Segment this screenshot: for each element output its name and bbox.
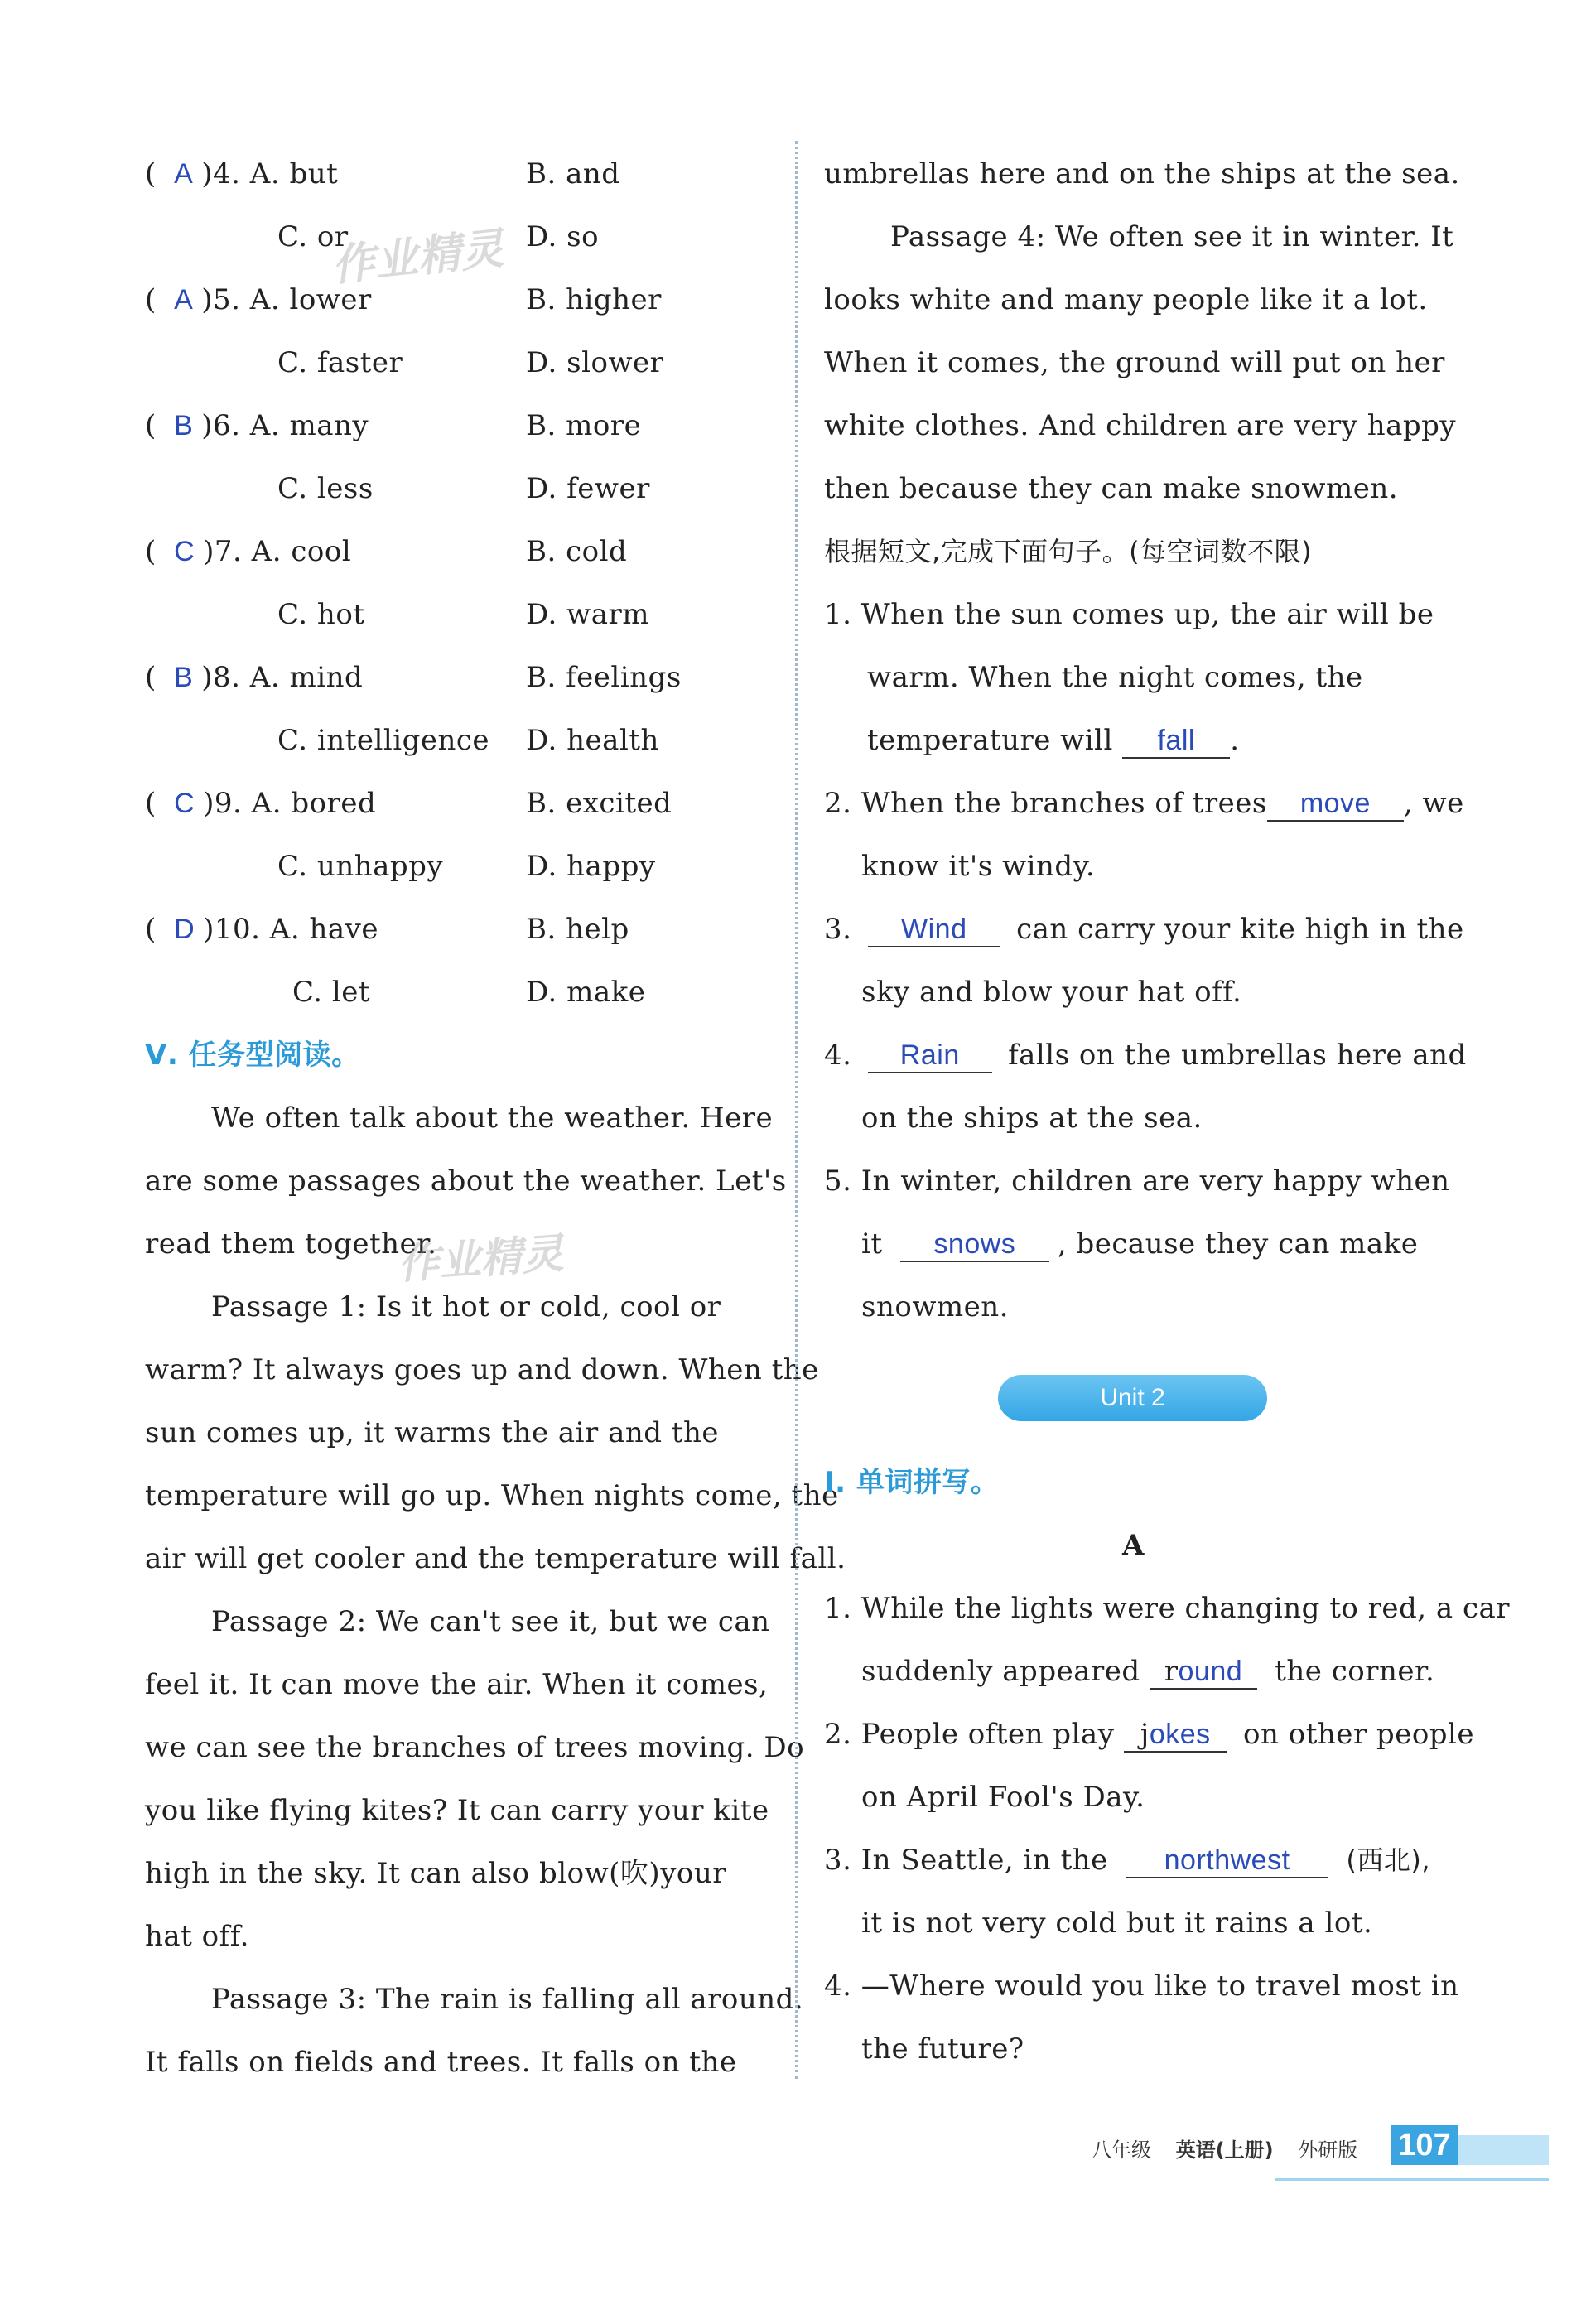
unit-badge: Unit 2 — [998, 1375, 1267, 1421]
mc-row-8 — [145, 661, 363, 694]
answer-text: okes — [1149, 1719, 1211, 1750]
passage-line: feel it. It can move the air. When it comes, — [145, 1668, 769, 1701]
question-text: , we — [1403, 787, 1464, 820]
passage-line: Passage 4: We often see it in winter. It — [890, 220, 1454, 253]
mc-option-b: B. higher — [526, 283, 662, 316]
mc-option-b: B. excited — [526, 787, 672, 820]
word-question-4-line: 4. —Where would you like to travel most in — [824, 1970, 1459, 2003]
mc-row-7 — [145, 535, 351, 568]
mc-option-d: D. warm — [526, 598, 650, 631]
passage-line: temperature will go up. When nights come, the — [145, 1479, 839, 1512]
mc-option-c: C. hot — [277, 598, 365, 631]
word-question-3-line: it is not very cold but it rains a lot. — [861, 1907, 1373, 1940]
mc-option-d: D. so — [526, 220, 600, 253]
paren: ( — [145, 157, 157, 190]
question-text: 3. In Seattle, in the — [824, 1844, 1108, 1877]
section-heading-spelling: Ⅰ. 单词拼写。 — [824, 1466, 1000, 1499]
question-text: it — [861, 1227, 883, 1261]
passage-line: Passage 3: The rain is falling all around. — [211, 1983, 804, 2016]
mc-option-c: C. faster — [277, 346, 403, 379]
question-3-line: sky and blow your hat off. — [861, 976, 1242, 1009]
answer-text: ound — [1178, 1656, 1243, 1687]
question-text: falls on the umbrellas here and — [1008, 1039, 1467, 1072]
mc-option-c: C. intelligence — [277, 724, 490, 757]
question-text: 2. When the branches of trees — [824, 787, 1267, 820]
mc-answer: B — [174, 662, 194, 693]
question-number: 4. — [824, 1039, 852, 1072]
mc-option-a: A. lower — [249, 283, 372, 316]
word-question-2-line — [824, 1718, 1474, 1753]
question-text: suddenly appeared — [861, 1655, 1140, 1688]
word-question-3-line — [824, 1844, 1430, 1878]
part-a-label: A — [1122, 1529, 1145, 1562]
mc-option-d: D. health — [526, 724, 659, 757]
question-5-line — [861, 1227, 1418, 1262]
question-4-line — [824, 1039, 1467, 1073]
mc-option-a: A. bored — [251, 787, 377, 820]
passage-line: hat off. — [145, 1920, 249, 1953]
mc-option-d: D. fewer — [526, 472, 650, 505]
question-text: temperature will — [867, 724, 1113, 757]
mc-option-c: C. less — [277, 472, 374, 505]
passage-line: then because they can make snowmen. — [824, 472, 1399, 505]
question-text: 2. People often play — [824, 1718, 1115, 1751]
question-3-line — [824, 913, 1464, 947]
answer-blank — [1150, 1655, 1257, 1690]
mc-row-4 — [145, 157, 338, 190]
word-question-2-line: on April Fool's Day. — [861, 1781, 1145, 1814]
mc-option-a: A. many — [249, 409, 369, 442]
question-5-line: 5. In winter, children are very happy when — [824, 1164, 1450, 1198]
watermark: 作业精灵 — [330, 224, 507, 292]
passage-line: read them together. — [145, 1227, 437, 1261]
mc-option-d: D. happy — [526, 850, 656, 883]
given-letter: j — [1140, 1718, 1150, 1751]
passage-line: warm? It always goes up and down. When the — [145, 1353, 819, 1386]
answer-blank: move — [1267, 787, 1404, 822]
mc-option-d: D. make — [526, 976, 646, 1009]
footer-grade: 八年级 — [1092, 2138, 1151, 2162]
question-text: can carry your kite high in the — [1016, 913, 1464, 946]
mc-option-a: A. cool — [251, 535, 352, 568]
passage-line: white clothes. And children are very happy — [824, 409, 1457, 442]
passage-line: we can see the branches of trees moving. Do — [145, 1731, 805, 1764]
answer-blank: Rain — [868, 1039, 992, 1073]
mc-row-10 — [145, 913, 378, 946]
mc-option-a: A. but — [249, 157, 339, 190]
footer-decoration — [1458, 2135, 1549, 2165]
mc-option-c: C. unhappy — [277, 850, 444, 883]
passage-line: We often talk about the weather. Here — [211, 1102, 774, 1135]
passage-line: high in the sky. It can also blow(吹)your — [145, 1857, 727, 1890]
question-1-line — [867, 724, 1240, 759]
mc-option-c: C. let — [292, 976, 371, 1009]
mc-answer: A — [174, 284, 194, 316]
word-question-1-line — [861, 1655, 1434, 1690]
question-4-line: on the ships at the sea. — [861, 1102, 1203, 1135]
answer-blank: fall — [1122, 724, 1230, 759]
mc-option-c: C. or — [277, 220, 349, 253]
paren: ( — [145, 661, 157, 694]
mc-answer: A — [174, 158, 194, 190]
word-question-4-line: the future? — [861, 2032, 1024, 2066]
footer — [1092, 2134, 1357, 2162]
mc-answer: D — [174, 914, 195, 945]
question-text: on other people — [1243, 1718, 1475, 1751]
mc-option-b: B. cold — [526, 535, 628, 568]
question-text: , because they can make — [1057, 1227, 1419, 1261]
punctuation: . — [1230, 724, 1240, 757]
mc-option-d: D. slower — [526, 346, 664, 379]
word-question-1-line: 1. While the lights were changing to red, a car — [824, 1592, 1511, 1625]
passage-line: Passage 1: Is it hot or cold, cool or — [211, 1290, 721, 1324]
paren: ( — [145, 787, 157, 820]
passage-line: are some passages about the weather. Let's — [145, 1164, 787, 1198]
mc-option-a: A. mind — [249, 661, 364, 694]
mc-number: )5. — [201, 283, 241, 316]
answer-blank: northwest — [1126, 1844, 1328, 1878]
mc-option-b: B. more — [526, 409, 642, 442]
mc-number: )6. — [201, 409, 241, 442]
passage-line: It falls on fields and trees. It falls on the — [145, 2046, 737, 2079]
mc-number: )9. — [203, 787, 243, 820]
paren: ( — [145, 409, 157, 442]
passage-line: When it comes, the ground will put on her — [824, 346, 1445, 379]
mc-answer: C — [174, 788, 195, 819]
question-1-line: 1. When the sun comes up, the air will be — [824, 598, 1434, 631]
question-2-line — [824, 787, 1464, 822]
passage-line: sun comes up, it warms the air and the — [145, 1416, 720, 1449]
answer-blank: Wind — [868, 913, 1000, 947]
answer-blank: snows — [900, 1227, 1049, 1262]
question-text: (西北), — [1346, 1844, 1431, 1876]
question-number: 3. — [824, 913, 852, 946]
mc-option-a: A. have — [269, 913, 378, 946]
mc-option-b: B. feelings — [526, 661, 682, 694]
mc-answer: B — [174, 410, 194, 441]
watermark: 作业精灵 — [396, 1229, 566, 1289]
question-1-line: warm. When the night comes, the — [867, 661, 1363, 694]
mc-option-b: B. and — [526, 157, 620, 190]
mc-number: )8. — [201, 661, 241, 694]
section-heading-reading: Ⅴ. 任务型阅读。 — [145, 1039, 360, 1072]
given-letter: r — [1164, 1655, 1179, 1688]
mc-row-9 — [145, 787, 376, 820]
paren: ( — [145, 913, 157, 946]
column-divider — [795, 141, 798, 2079]
passage-line: air will get cooler and the temperature will fall. — [145, 1542, 846, 1575]
paren: ( — [145, 535, 157, 568]
page-number: 107 — [1391, 2125, 1458, 2165]
mc-option-b: B. help — [526, 913, 629, 946]
question-2-line: know it's windy. — [861, 850, 1096, 883]
passage-line: Passage 2: We can't see it, but we can — [211, 1605, 770, 1638]
mc-row-6 — [145, 409, 369, 442]
footer-subject: 英语(上册) — [1175, 2138, 1274, 2162]
mc-answer: C — [174, 536, 195, 567]
paren: ( — [145, 283, 157, 316]
mc-number: )10. — [203, 913, 261, 946]
mc-number: )4. — [201, 157, 241, 190]
footer-publisher: 外研版 — [1298, 2138, 1358, 2162]
footer-line — [1275, 2178, 1549, 2181]
passage-line: umbrellas here and on the ships at the sea. — [824, 157, 1460, 190]
instruction: 根据短文,完成下面句子。(每空词数不限) — [824, 536, 1313, 567]
question-text: the corner. — [1275, 1655, 1435, 1688]
mc-number: )7. — [203, 535, 243, 568]
answer-blank — [1124, 1718, 1227, 1753]
question-5-line: snowmen. — [861, 1290, 1009, 1324]
passage-line: looks white and many people like it a lot. — [824, 283, 1428, 316]
passage-line: you like flying kites? It can carry your kite — [145, 1794, 769, 1827]
